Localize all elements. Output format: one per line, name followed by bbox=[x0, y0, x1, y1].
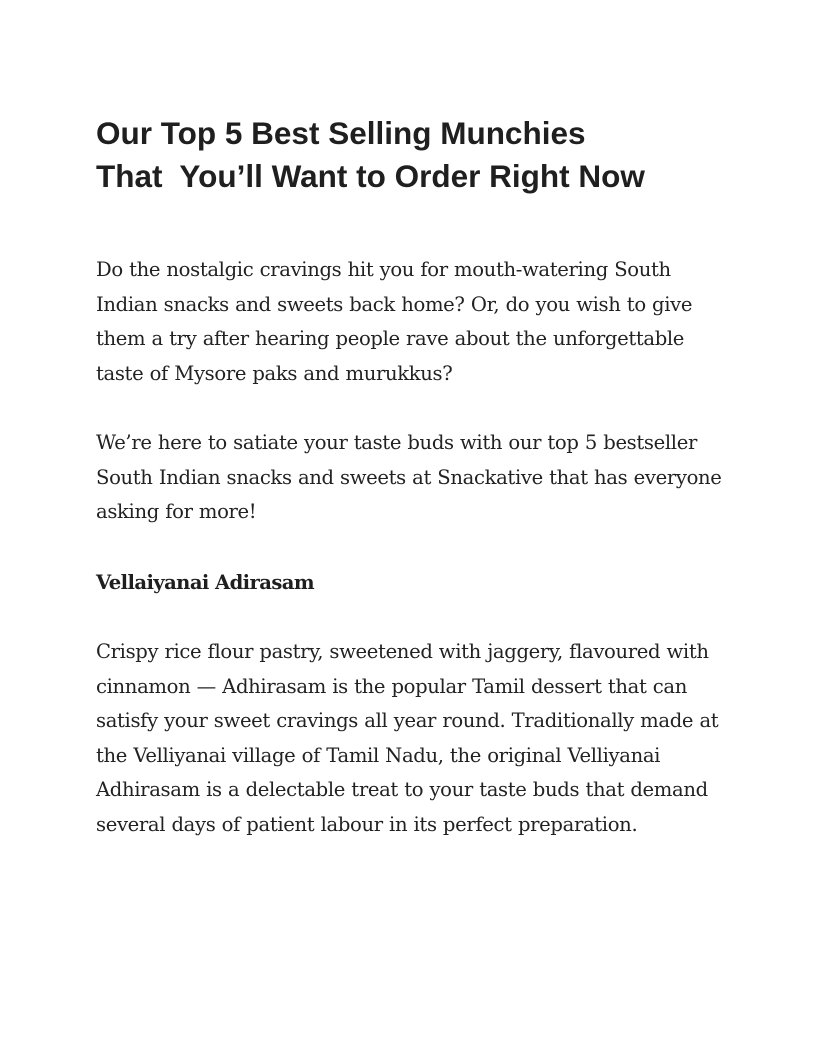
section-heading: Vellaiyanai Adirasam bbox=[96, 571, 315, 594]
paragraph-line: South Indian snacks and sweets at Snackative that has everyone bbox=[96, 465, 722, 489]
paragraph-line: taste of Mysore paks and murukkus? bbox=[96, 361, 453, 385]
page-title bbox=[96, 112, 756, 198]
paragraph-line: Indian snacks and sweets back home? Or, do you wish to give bbox=[96, 292, 693, 316]
bestseller-paragraph bbox=[96, 426, 736, 530]
adirasam-paragraph bbox=[96, 635, 736, 843]
paragraph-line: Adhirasam is a delectable treat to your taste buds that demand bbox=[96, 778, 708, 802]
paragraph-line: cinnamon — Adhirasam is the popular Tamil dessert that can bbox=[96, 674, 688, 698]
paragraph-line: them a try after hearing people rave about the unforgettable bbox=[96, 327, 685, 351]
title-line: That You’ll Want to Order Right Now bbox=[96, 158, 645, 194]
paragraph-line: asking for more! bbox=[96, 500, 257, 524]
paragraph-line: Do the nostalgic cravings hit you for mouth-watering South bbox=[96, 258, 671, 281]
paragraph-line: We’re here to satiate your taste buds with our top 5 bestseller bbox=[96, 431, 697, 454]
paragraph-line: Crispy rice flour pastry, sweetened with jaggery, flavoured with bbox=[96, 640, 709, 663]
paragraph-line: several days of patient labour in its perfect preparation. bbox=[96, 812, 638, 836]
title-line: Our Top 5 Best Selling Munchies bbox=[96, 115, 586, 151]
paragraph-line: satisfy your sweet cravings all year round. Traditionally made at bbox=[96, 709, 719, 733]
intro-paragraph bbox=[96, 253, 736, 391]
paragraph-line: the Velliyanai village of Tamil Nadu, the original Velliyanai bbox=[96, 743, 661, 767]
